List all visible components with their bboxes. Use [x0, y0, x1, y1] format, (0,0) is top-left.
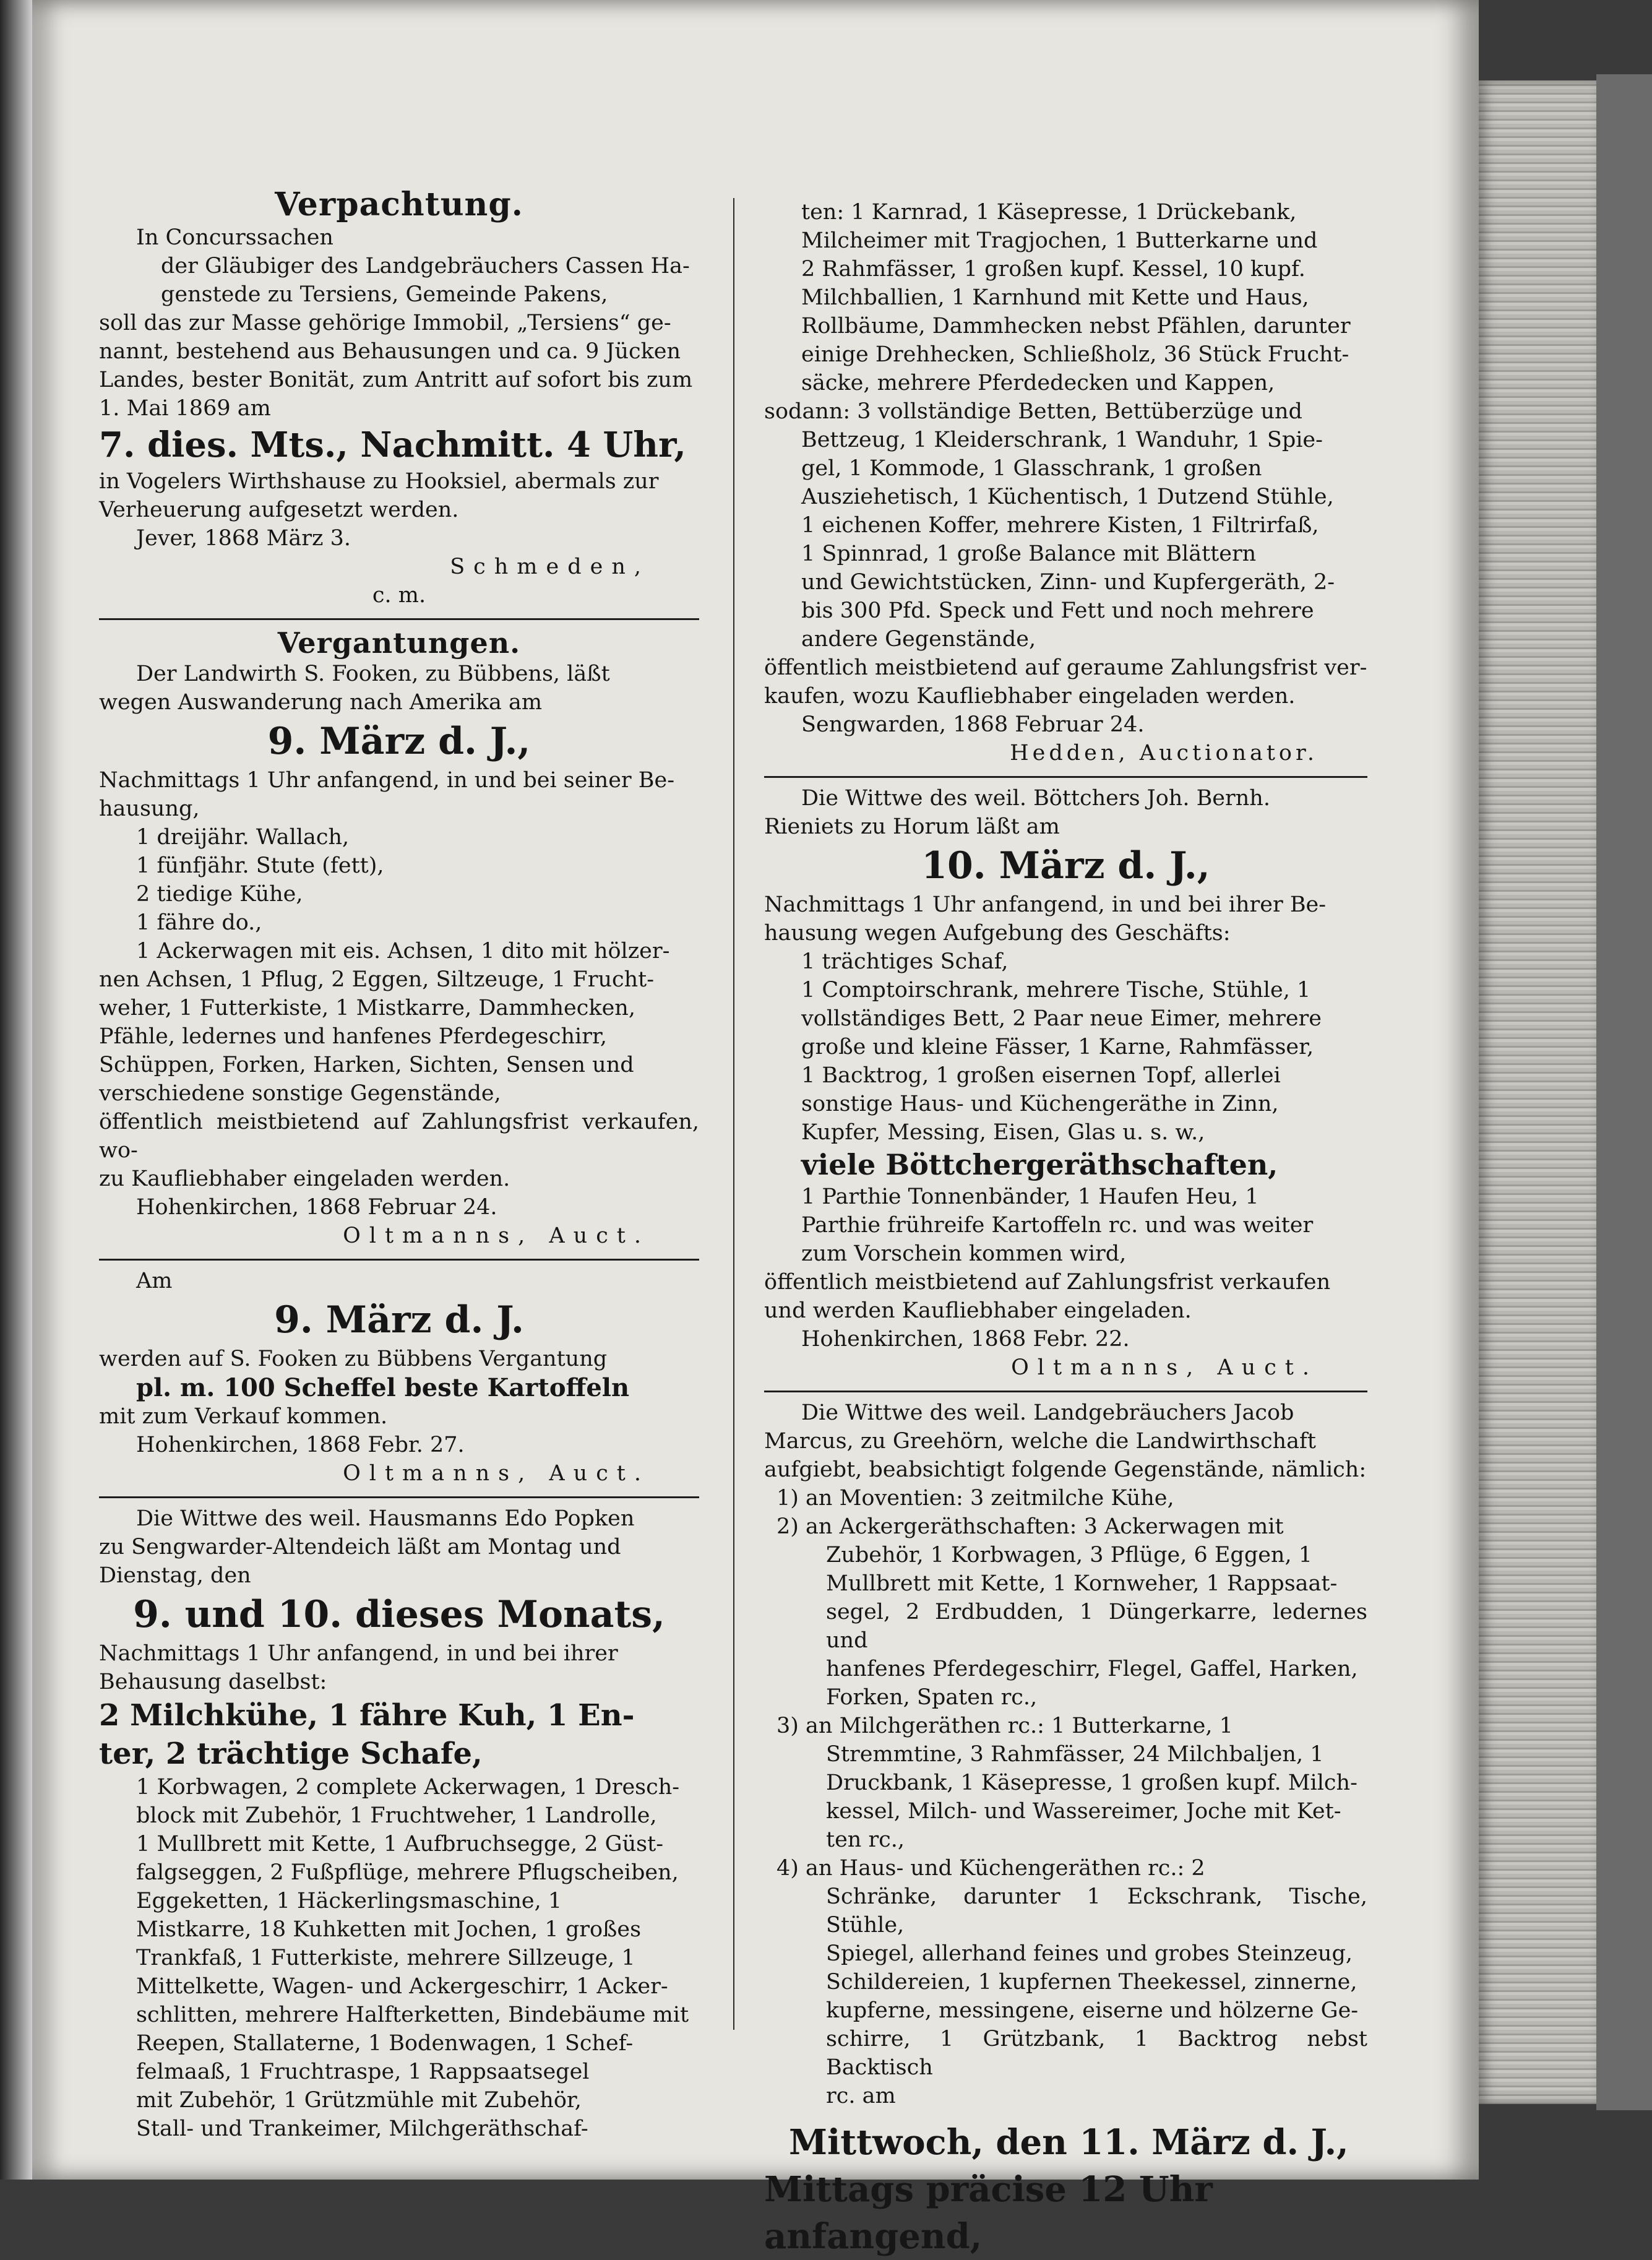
notice-line: ten: 1 Karnrad, 1 Käsepresse, 1 Drückebank,: [801, 200, 1297, 225]
notice-line: 1 Parthie Tonnenbänder, 1 Haufen Heu, 1: [801, 1184, 1259, 1209]
notice-line: genstede zu Tersiens, Gemeinde Pakens,: [161, 282, 608, 307]
notice-place-date: Hohenkirchen, 1868 Febr. 27.: [136, 1433, 465, 1457]
list-item: 2 tiedige Kühe,: [136, 882, 303, 907]
notice-line: 1 Backtrog, 1 großen eisernen Topf, allerlei: [801, 1063, 1281, 1088]
notice-line: Nachmittags 1 Uhr anfangend, in und bei ihrer Be-: [764, 892, 1327, 917]
notice-line: Milcheimer mit Tragjochen, 1 Butterkarne und: [801, 228, 1318, 253]
page-edges: [1479, 80, 1596, 2104]
notice-line: kupferne, messingene, eiserne und hölzerne Ge-: [826, 1998, 1359, 2023]
notice-place-date: Jever, 1868 März 3.: [136, 526, 351, 551]
notice-line: falgseggen, 2 Fußpflüge, mehrere Pflugscheiben,: [136, 1860, 679, 1885]
notice-popken-continued: [764, 198, 1367, 767]
notice-line: hausung,: [99, 796, 200, 821]
notice-line: Stremmtine, 3 Rahmfässer, 24 Milchbaljen, 1: [826, 1742, 1324, 1767]
notice-line: weher, 1 Futterkiste, 1 Mistkarre, Dammhecken,: [99, 996, 635, 1020]
notice-line: sodann: 3 vollständige Betten, Bettüberzüge und: [764, 399, 1302, 424]
notice-heading: Verpachtung.: [275, 186, 523, 223]
notice-highlight: ter, 2 trächtige Schafe,: [99, 1736, 483, 1771]
notice-line: Landes, bester Bonität, zum Antritt auf sofort bis zum: [99, 368, 693, 392]
notice-line: verschiedene sonstige Gegenstände,: [99, 1081, 501, 1106]
divider: [99, 1496, 699, 1498]
notice-line: hanfenes Pferdegeschirr, Flegel, Gaffel, Harken,: [826, 1657, 1358, 1681]
book-gutter-left: [0, 0, 32, 2180]
notice-line: nannt, bestehend aus Behausungen und ca. 9 Jücken: [99, 339, 681, 364]
notice-popken: [99, 1504, 699, 2143]
notice-line: Trankfaß, 1 Futterkiste, mehrere Sillzeuge, 1: [136, 1946, 635, 1970]
notice-line: Mittelkette, Wagen- und Ackergeschirr, 1 Acker-: [136, 1974, 668, 1999]
notice-line: zu Sengwarder-Altendeich läßt am Montag und: [99, 1535, 621, 1559]
notice-signature: Oltmanns, Auct.: [1011, 1355, 1318, 1380]
notice-line: mit zum Verkauf kommen.: [99, 1404, 388, 1429]
notice-rieniets: [764, 784, 1367, 1382]
notice-line: aufgiebt, beabsichtigt folgende Gegenstände, nämlich:: [764, 1457, 1367, 1482]
notice-line: Die Wittwe des weil. Landgebräuchers Jacob: [801, 1400, 1294, 1425]
right-column: [764, 198, 1367, 2260]
notice-line: 1 Spinnrad, 1 große Balance mit Blättern: [801, 541, 1257, 566]
section-heading: Vergantungen.: [277, 626, 521, 660]
notice-line: kessel, Milch- und Wassereimer, Joche mit Ket-: [826, 1799, 1341, 1824]
notice-line: segel, 2 Erdbudden, 1 Düngerkarre, ledernes und: [826, 1600, 1367, 1653]
notice-line: Zubehör, 1 Korbwagen, 3 Pflüge, 6 Eggen, 1: [826, 1543, 1312, 1568]
notice-line: öffentlich meistbietend auf Zahlungsfrist verkaufen: [764, 1270, 1331, 1295]
notice-line: säcke, mehrere Pferdedecken und Kappen,: [801, 371, 1275, 395]
notice-line: in Vogelers Wirthshause zu Hooksiel, abermals zur: [99, 469, 659, 494]
notice-line: vollständiges Bett, 2 Paar neue Eimer, mehrere: [801, 1006, 1322, 1031]
notice-signature: Schmeden,: [450, 554, 650, 579]
notice-line: Marcus, zu Greehörn, welche die Landwirthschaft: [764, 1429, 1316, 1454]
list-item: 1 fähre do.,: [136, 910, 262, 935]
notice-line: felmaaß, 1 Fruchtraspe, 1 Rappsaatsegel: [136, 2059, 590, 2084]
divider: [764, 1391, 1367, 1392]
notice-signature-note: c. m.: [372, 583, 426, 608]
list-item: 1 dreijähr. Wallach,: [136, 825, 350, 850]
notice-vergantungen: [99, 626, 699, 1250]
book-cover-edge: [1596, 74, 1652, 2110]
notice-line: Schildereien, 1 kupfernen Theekessel, zinnerne,: [826, 1970, 1357, 1995]
notice-line: 2 Rahmfässer, 1 großen kupf. Kessel, 10 kupf.: [801, 257, 1306, 282]
notice-date: 7. dies. Mts., Nachmitt. 4 Uhr,: [99, 425, 686, 465]
list-item: 4) an Haus- und Küchengeräthen rc.: 2: [777, 1856, 1205, 1881]
notice-line: mit Zubehör, 1 Grützmühle mit Zubehör,: [136, 2088, 582, 2113]
list-item: 1 fünfjähr. Stute (fett),: [136, 853, 384, 878]
notice-line: Schränke, darunter 1 Eckschrank, Tische, Stühle,: [826, 1884, 1367, 1938]
notice-place-date: Hohenkirchen, 1868 Februar 24.: [136, 1195, 497, 1220]
notice-line: sonstige Haus- und Küchengeräthe in Zinn,: [801, 1092, 1279, 1116]
notice-line: Stall- und Trankeimer, Milchgeräthschaf-: [136, 2116, 588, 2141]
notice-kartoffeln: [99, 1267, 699, 1488]
notice-line: einige Drehhecken, Schließholz, 36 Stück Frucht-: [801, 342, 1349, 367]
notice-line: und werden Kaufliebhaber eingeladen.: [764, 1298, 1192, 1323]
notice-line: 1 Korbwagen, 2 complete Ackerwagen, 1 Dresch-: [136, 1775, 680, 1800]
notice-line: schlitten, mehrere Halfterketten, Bindebäume mit: [136, 2003, 689, 2027]
notice-line: Am: [136, 1269, 173, 1293]
notice-highlight: 2 Milchkühe, 1 fähre Kuh, 1 En-: [99, 1698, 635, 1733]
notice-line: soll das zur Masse gehörige Immobil, „Tersiens“ ge-: [99, 311, 671, 335]
notice-line: Die Wittwe des weil. Hausmanns Edo Popken: [136, 1506, 635, 1531]
notice-line: Verheuerung aufgesetzt werden.: [99, 498, 459, 522]
notice-time: Mittags präcise 12 Uhr anfangend,: [764, 2169, 1213, 2257]
notice-marcus: [764, 1399, 1367, 2260]
notice-line: wegen Auswanderung nach Amerika am: [99, 690, 543, 715]
notice-line: 1 eichenen Koffer, mehrere Kisten, 1 Filtrirfaß,: [801, 513, 1319, 538]
divider: [764, 776, 1367, 778]
notice-line: und Gewichtstücken, Zinn- und Kupfergeräth, 2-: [801, 570, 1335, 595]
notice-line: Reepen, Stallaterne, 1 Bodenwagen, 1 Schef-: [136, 2031, 634, 2056]
notice-line: ten rc.,: [826, 1827, 905, 1852]
notice-line: Nachmittags 1 Uhr anfangend, in und bei ihrer: [99, 1641, 618, 1666]
list-item: 2) an Ackergeräthschaften: 3 Ackerwagen mit: [777, 1514, 1284, 1539]
notice-line: In Concurssachen: [136, 225, 333, 250]
notice-line: Dienstag, den: [99, 1563, 251, 1588]
list-item: 1) an Moventien: 3 zeitmilche Kühe,: [777, 1486, 1174, 1511]
notice-line: Bettzeug, 1 Kleiderschrank, 1 Wanduhr, 1 Spie-: [801, 428, 1323, 452]
notice-line: werden auf S. Fooken zu Bübbens Vergantung: [99, 1347, 608, 1371]
notice-highlight: pl. m. 100 Scheffel beste Kartoffeln: [136, 1373, 630, 1402]
notice-line: rc. am: [826, 2084, 896, 2108]
notice-line: Nachmittags 1 Uhr anfangend, in und bei seiner Be-: [99, 768, 675, 793]
notice-date: 9. und 10. dieses Monats,: [133, 1593, 665, 1636]
notice-line: Milchballien, 1 Karnhund mit Kette und Haus,: [801, 285, 1309, 310]
notice-line: Kupfer, Messing, Eisen, Glas u. s. w.,: [801, 1120, 1205, 1145]
notice-place-date: Sengwarden, 1868 Februar 24.: [801, 712, 1145, 737]
notice-date: Mittwoch, den 11. März d. J.,: [789, 2122, 1349, 2163]
notice-verpachtung: [99, 186, 699, 610]
notice-line: Der Landwirth S. Fooken, zu Bübbens, läßt: [136, 662, 610, 686]
notice-line: Forken, Spaten rc.,: [826, 1685, 1038, 1710]
notice-line: 1 trächtiges Schaf,: [801, 949, 1009, 974]
notice-line: Eggeketten, 1 Häckerlingsmaschine, 1: [136, 1889, 562, 1913]
divider: [99, 618, 699, 620]
notice-date: 9. März d. J.,: [267, 720, 531, 763]
notice-line: zu Kaufliebhaber eingeladen werden.: [99, 1167, 510, 1191]
notice-signature: Hedden, Auctionator.: [1010, 741, 1318, 766]
notice-line: nen Achsen, 1 Pflug, 2 Eggen, Siltzeuge, 1 Frucht-: [99, 967, 655, 992]
notice-line: Mullbrett mit Kette, 1 Kornweher, 1 Rappsaat-: [826, 1571, 1338, 1596]
notice-line: Die Wittwe des weil. Böttchers Joh. Bernh.: [801, 786, 1270, 811]
notice-line: hausung wegen Aufgebung des Geschäfts:: [764, 921, 1231, 946]
notice-line: bis 300 Pfd. Speck und Fett und noch mehrere: [801, 598, 1314, 623]
notice-line: Pfähle, ledernes und hanfenes Pferdegeschirr,: [99, 1024, 607, 1049]
notice-line: gel, 1 Kommode, 1 Glasschrank, 1 großen: [801, 456, 1262, 481]
notice-line: Rieniets zu Horum läßt am: [764, 814, 1060, 839]
notice-signature: Oltmanns, Auct.: [343, 1223, 650, 1248]
notice-highlight: viele Böttchergeräthschaften,: [801, 1148, 1278, 1181]
notice-line: 1 Mullbrett mit Kette, 1 Aufbruchsegge, 2 Güst-: [136, 1832, 664, 1857]
notice-signature: Oltmanns, Auct.: [343, 1461, 650, 1486]
divider: [99, 1259, 699, 1261]
notice-line: block mit Zubehör, 1 Fruchtweher, 1 Landrolle,: [136, 1803, 657, 1828]
notice-line: öffentlich meistbietend auf geraume Zahlungsfrist ver-: [764, 655, 1367, 680]
notice-line: öffentlich meistbietend auf Zahlungsfrist verkaufen, wo-: [99, 1110, 699, 1163]
list-item: 3) an Milchgeräthen rc.: 1 Butterkarne, 1: [777, 1714, 1233, 1738]
notice-line: große und kleine Fässer, 1 Karne, Rahmfässer,: [801, 1035, 1314, 1059]
notice-place-date: Hohenkirchen, 1868 Febr. 22.: [801, 1327, 1130, 1352]
notice-line: Behausung daselbst:: [99, 1670, 327, 1694]
notice-line: Ausziehetisch, 1 Küchentisch, 1 Dutzend Stühle,: [801, 485, 1334, 509]
notice-date: 10. März d. J.,: [921, 844, 1210, 887]
notice-line: schirre, 1 Grützbank, 1 Backtrog nebst Backtisch: [826, 2027, 1367, 2080]
notice-line: andere Gegenstände,: [801, 627, 1036, 652]
notice-line: Schüppen, Forken, Harken, Sichten, Sensen und: [99, 1053, 634, 1077]
notice-line: kaufen, wozu Kaufliebhaber eingeladen werden.: [764, 684, 1296, 709]
column-divider: [733, 198, 734, 2030]
notice-line: 1 Ackerwagen mit eis. Achsen, 1 dito mit hölzer-: [136, 939, 670, 964]
notice-line: Druckbank, 1 Käsepresse, 1 großen kupf. Milch-: [826, 1770, 1357, 1795]
notice-date: 9. März d. J.: [274, 1298, 524, 1342]
notice-line: zum Vorschein kommen wird,: [801, 1241, 1127, 1266]
left-column: [99, 186, 699, 2143]
notice-line: 1 Comptoirschrank, mehrere Tische, Stühle, 1: [801, 978, 1311, 1003]
notice-line: Rollbäume, Dammhecken nebst Pfählen, darunter: [801, 314, 1351, 339]
notice-line: Mistkarre, 18 Kuhketten mit Jochen, 1 großes: [136, 1917, 642, 1942]
notice-line: der Gläubiger des Landgebräuchers Cassen Ha-: [161, 254, 690, 278]
notice-line: Parthie frühreife Kartoffeln rc. und was weiter: [801, 1213, 1314, 1238]
notice-line: 1. Mai 1869 am: [99, 396, 271, 421]
notice-line: Spiegel, allerhand feines und grobes Steinzeug,: [826, 1941, 1353, 1966]
